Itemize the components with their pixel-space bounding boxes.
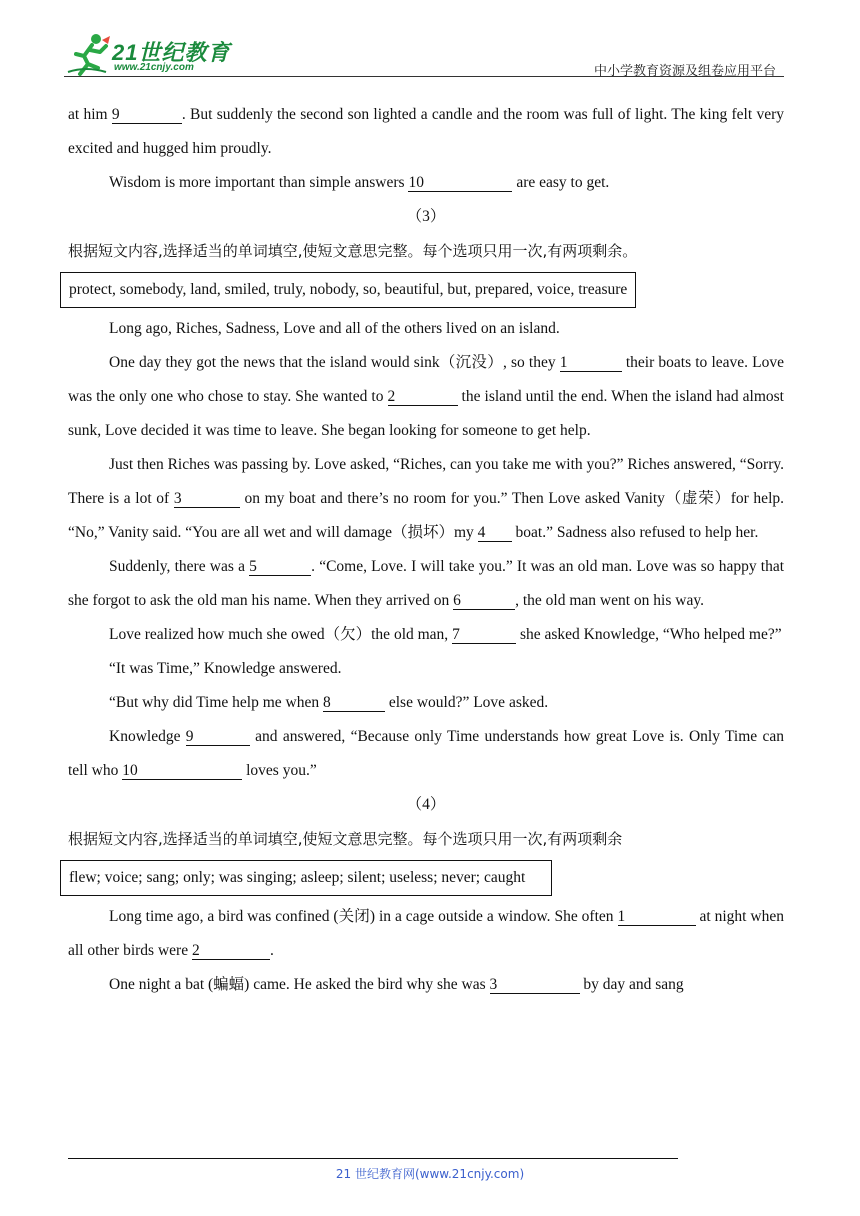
s3-paragraph-8: Knowledge 9 and answered, “Because only Time understands how great Love is. Only Time can tell who 10 loves you.” <box>68 728 785 779</box>
blank-1[interactable]: 1 <box>560 355 622 372</box>
footer-link[interactable]: 21 世纪教育网(www.21cnjy.com) <box>335 1167 525 1181</box>
header-divider <box>64 76 784 77</box>
blank-7[interactable]: 7 <box>452 627 516 644</box>
blank-1b[interactable]: 1 <box>618 909 696 926</box>
s3-paragraph-7: “But why did Time help me when 8 else would?” Love asked. <box>109 694 549 711</box>
site-logo[interactable] <box>64 30 234 78</box>
section-3-instruction: 根据短文内容,选择适当的单词填空,使短文意思完整。每个选项只用一次,有两项剩余。 <box>68 242 638 260</box>
s2-paragraph-end: at him 9 . But suddenly the second son lighted a candle and the room was full of light. The king felt very excited and hugged him proudly. <box>68 106 784 157</box>
logo-text: 21世纪教育 <box>112 40 231 65</box>
s3-paragraph-1: Long ago, Riches, Sadness, Love and all of the others lived on an island. <box>109 320 560 337</box>
s4-paragraph-2: One night a bat (蝙蝠) came. He asked the bird why she was 3 by day and sang <box>109 976 684 993</box>
s3-paragraph-3: Just then Riches was passing by. Love asked, “Riches, can you take me with you?” Riches answered, “Sorry. There is a lot of 3 on my boat and there’s no room for you.” Then Love asked Vanity（虚荣）for help. “No,” Vanity said. “You are all wet and will damage（损坏）my 4 boat.” Sadness also refused to help her. <box>68 456 784 541</box>
blank-9b[interactable]: 9 <box>186 729 250 746</box>
s2-summary-line: Wisdom is more important than simple answers 10 are easy to get. <box>109 174 610 191</box>
blank-2[interactable]: 2 <box>388 389 458 406</box>
s4-paragraph-1: Long time ago, a bird was confined (关闭) in a cage outside a window. She often 1 at night when all other birds were 2 . <box>68 908 784 959</box>
s3-paragraph-6: “It was Time,” Knowledge answered. <box>109 660 342 677</box>
document-body <box>68 98 784 1002</box>
s3-paragraph-2: One day they got the news that the island would sink（沉没）, so they 1 their boats to leave. Love was the only one who chose to stay. She wanted to 2 the island until the end. When the island had almost sunk, Love decided it was time to leave. She began looking for someone to get help. <box>68 354 784 439</box>
section-4-instruction: 根据短文内容,选择适当的单词填空,使短文意思完整。每个选项只用一次,有两项剩余 <box>68 830 623 848</box>
blank-2b[interactable]: 2 <box>192 943 270 960</box>
section-3-word-bank: protect, somebody, land, smiled, truly, nobody, so, beautiful, but, prepared, voice, treasure <box>60 272 636 308</box>
platform-title: 中小学教育资源及组卷应用平台 <box>593 64 776 79</box>
blank-9[interactable]: 9 <box>112 107 182 124</box>
blank-8[interactable]: 8 <box>323 695 385 712</box>
s3-paragraph-4: Suddenly, there was a 5 . “Come, Love. I will take you.” It was an old man. Love was so happy that she forgot to ask the old man his name. When they arrived on 6 , the old man went on his way. <box>68 558 785 609</box>
page-header <box>64 30 784 80</box>
blank-6[interactable]: 6 <box>453 593 515 610</box>
section-4-title: （4） <box>406 796 446 813</box>
blank-10b[interactable]: 10 <box>122 763 242 780</box>
s3-paragraph-5: Love realized how much she owed（欠）the old man, 7 she asked Knowledge, “Who helped me?” <box>109 626 782 643</box>
footer-divider <box>68 1158 678 1159</box>
blank-4[interactable]: 4 <box>478 525 512 542</box>
logo-url: www.21cnjy.com <box>114 62 194 73</box>
blank-3b[interactable]: 3 <box>490 977 580 994</box>
section-4-word-bank: flew; voice; sang; only; was singing; asleep; silent; useless; never; caught <box>60 860 552 896</box>
runner-logo-icon <box>66 32 112 76</box>
blank-5[interactable]: 5 <box>249 559 311 576</box>
section-3-title: （3） <box>406 208 446 225</box>
blank-3[interactable]: 3 <box>174 491 240 508</box>
blank-10[interactable]: 10 <box>408 175 512 192</box>
